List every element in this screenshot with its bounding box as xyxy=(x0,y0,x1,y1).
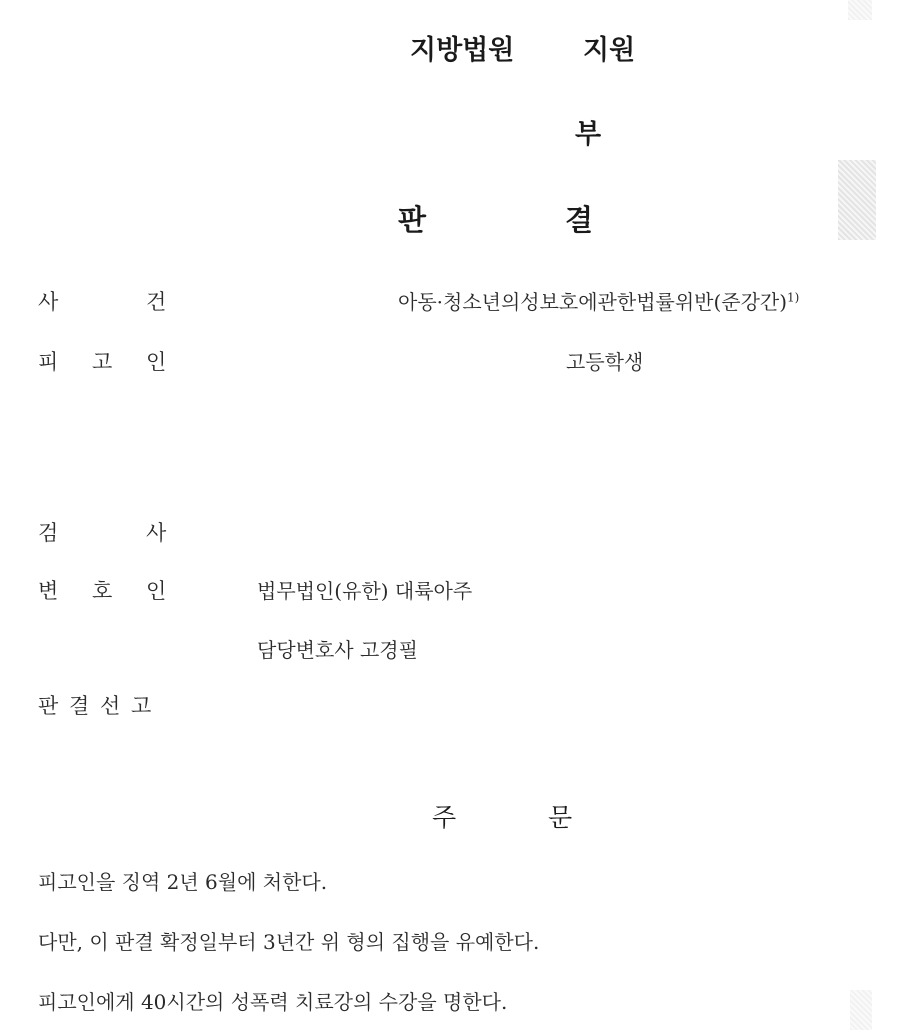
court-name-right: 지원 xyxy=(583,35,636,66)
defendant-label-char-1: 피 xyxy=(38,350,59,374)
counsel-label-char-3: 인 xyxy=(146,579,167,603)
prosecutor-label xyxy=(38,517,166,547)
judgment-title-left: 판 xyxy=(398,203,427,237)
order-line-1: 피고인을 징역 2년 6월에 처한다. xyxy=(38,870,328,894)
prosecutor-label-char-1: 검 xyxy=(38,521,59,545)
court-name-left: 지방법원 xyxy=(410,35,515,66)
counsel-label xyxy=(38,575,166,605)
order-line-3: 피고인에게 40시간의 성폭력 치료강의 수강을 명한다. xyxy=(38,990,508,1014)
order-title-left: 주 xyxy=(432,803,457,832)
counsel-label-char-1: 변 xyxy=(38,579,59,603)
scan-stamp-artifact xyxy=(838,160,876,240)
counsel-firm: 법무법인(유한) 대륙아주 xyxy=(257,579,473,603)
pronouncement-label-char-2: 결 xyxy=(69,694,90,718)
order-line-2: 다만, 이 판결 확정일부터 3년간 위 형의 집행을 유예한다. xyxy=(38,930,540,954)
defendant-value: 고등학생 xyxy=(566,350,644,374)
counsel-attorney: 담당변호사 고경필 xyxy=(257,638,418,662)
footnote-marker: 1) xyxy=(787,290,800,305)
case-name: 아동·청소년의성보호에관한법률위반(준강간) xyxy=(398,290,788,314)
defendant-label xyxy=(38,346,166,376)
counsel-label-char-2: 호 xyxy=(92,579,113,603)
division-label: 부 xyxy=(575,119,602,150)
pronouncement-label-char-4: 고 xyxy=(131,694,152,718)
judgment-title-right: 결 xyxy=(565,203,594,237)
defendant-label-char-2: 고 xyxy=(92,350,113,374)
pronouncement-label xyxy=(38,690,151,720)
case-label xyxy=(38,286,166,316)
scan-edge-artifact-top xyxy=(848,0,872,20)
prosecutor-label-char-2: 사 xyxy=(146,521,167,545)
pronouncement-label-char-1: 판 xyxy=(38,694,59,718)
case-label-char-2: 건 xyxy=(146,290,167,314)
order-title-right: 문 xyxy=(548,803,573,832)
pronouncement-label-char-3: 선 xyxy=(100,694,121,718)
defendant-label-char-3: 인 xyxy=(146,350,167,374)
scan-edge-artifact-bottom xyxy=(850,990,872,1030)
case-label-char-1: 사 xyxy=(38,290,59,314)
case-value xyxy=(398,286,799,315)
